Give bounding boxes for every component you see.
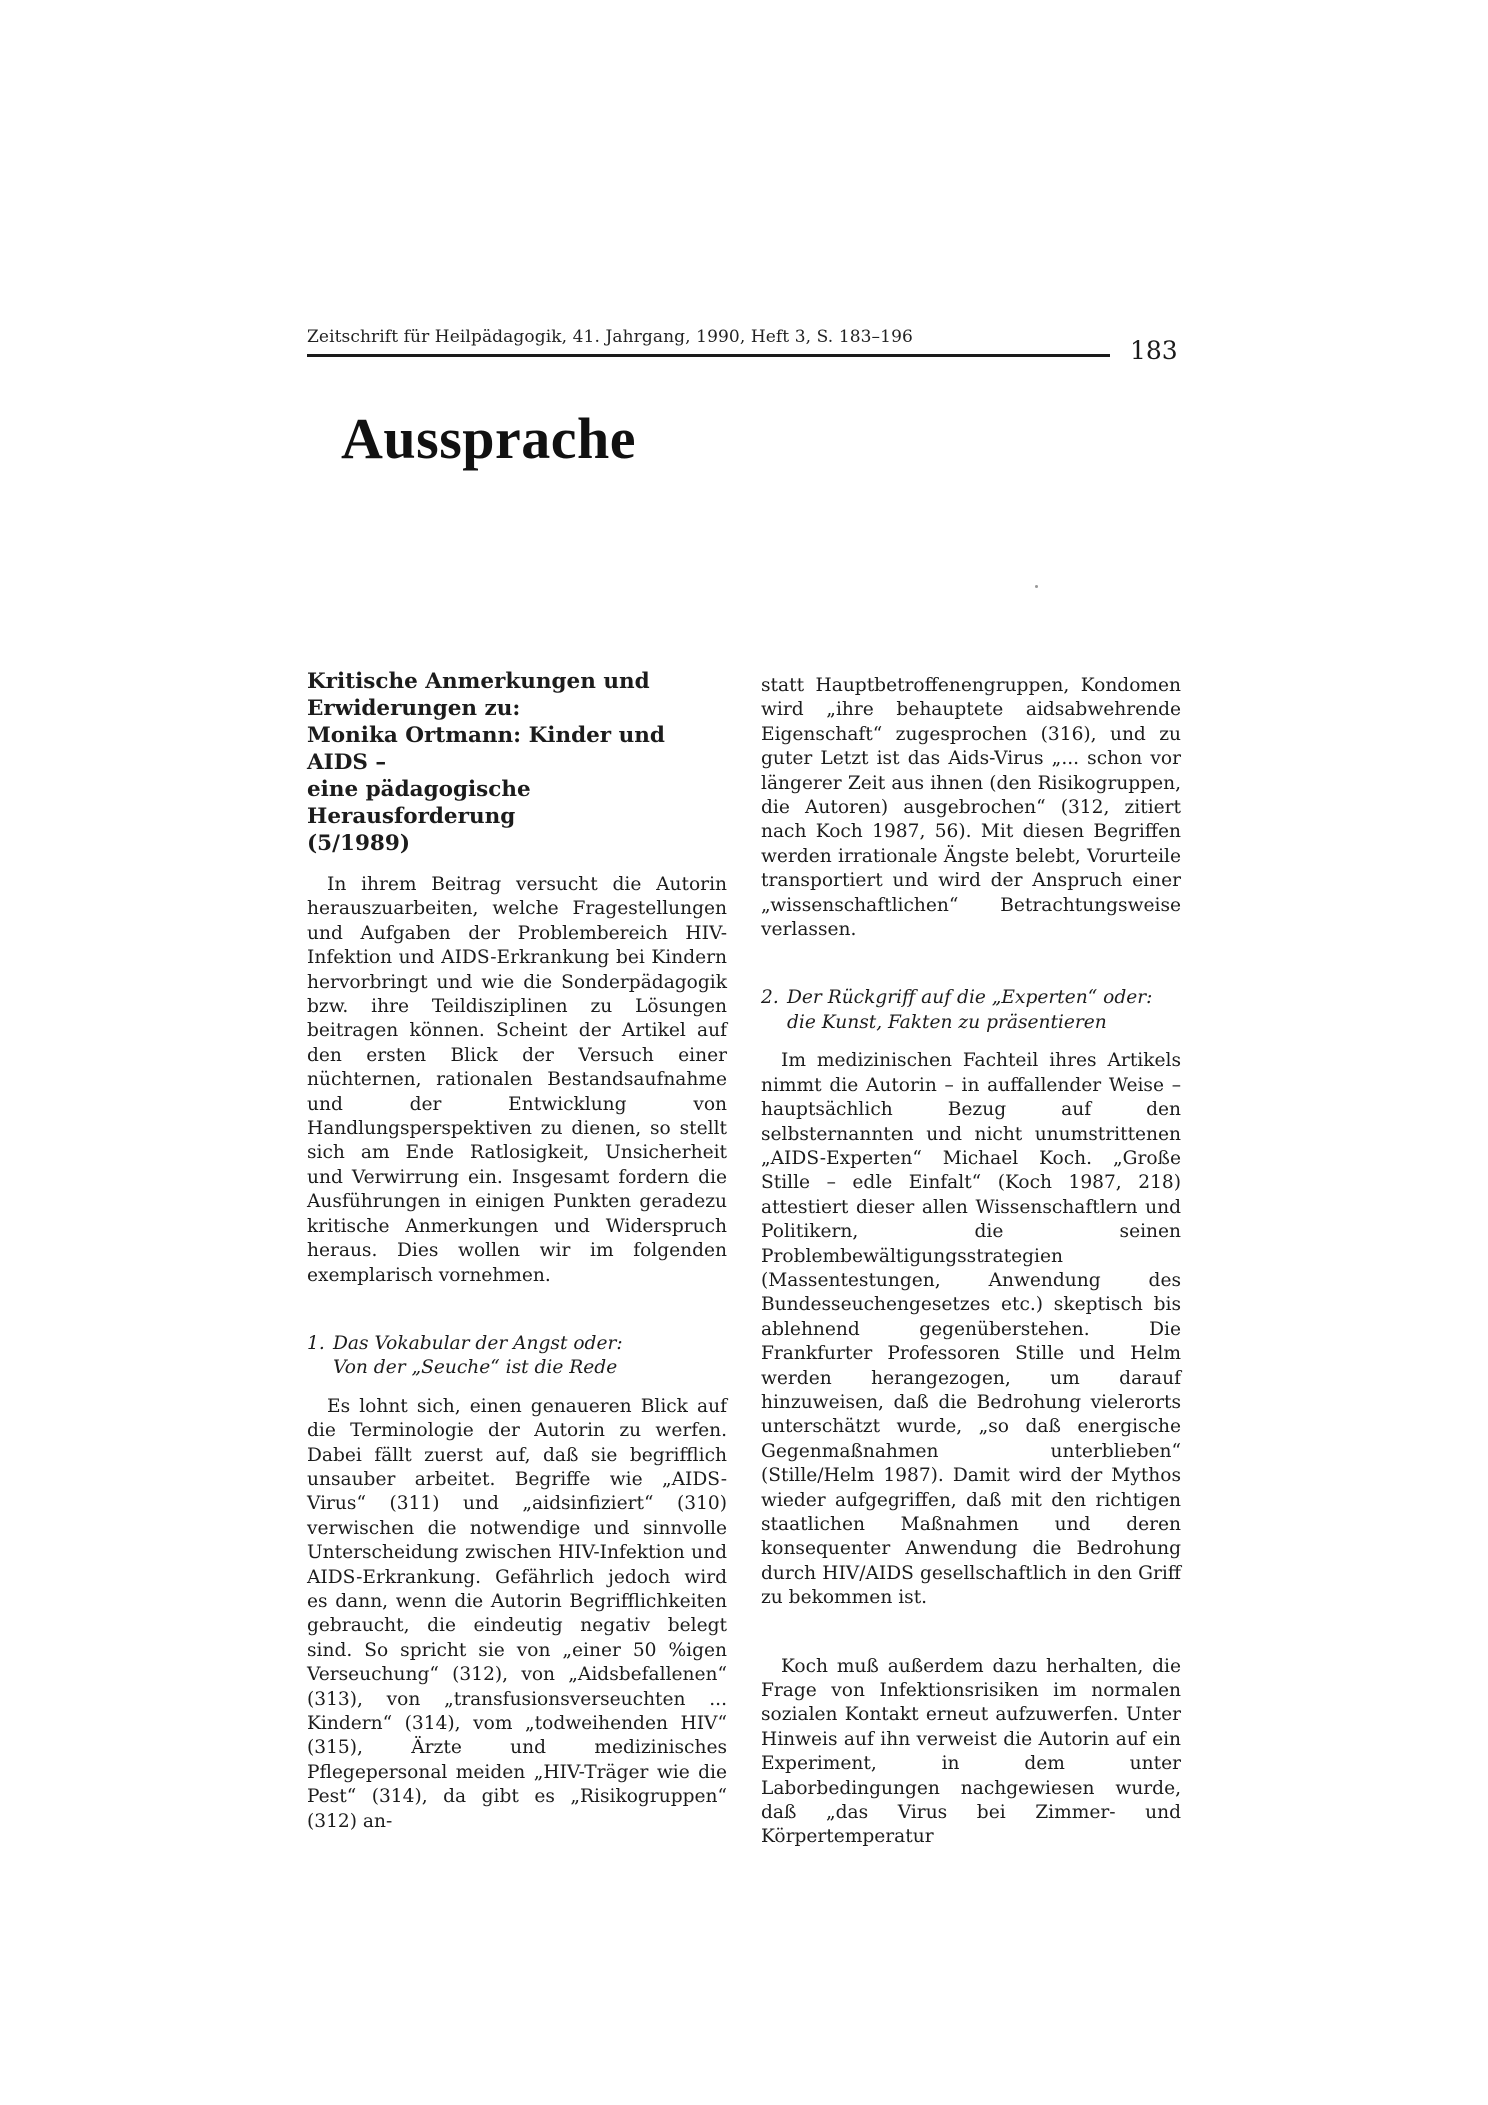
- article-title-line: Kritische Anmerkungen und: [307, 669, 650, 694]
- body-paragraph: Es lohnt sich, einen genaueren Blick auf die Terminologie der Autorin zu werfen. Dabei fällt zuerst auf, daß sie begrifflich unsauber arbeitet. Begriffe wie „AIDS-Virus“ (311) und „aidsinfiziert“ (310) verwischen die notwendige und sinnvolle Unterscheidung zwischen HIV-Infektion und AIDS-Erkrankung. Gefährlich jedoch wird es dann, wenn die Autorin Begrifflichkeiten gebraucht, die eindeutig negativ belegt sind. So spricht sie von „einer 50 %igen Verseuchung“ (312), von „Aidsbefallenen“ (313), von „transfusionsverseuchten ... Kindern“ (314), vom „todweihenden HIV“ (315), Ärzte und medizinisches Pflegepersonal meiden „HIV-Träger wie die Pest“ (314), da gibt es „Risikogruppen“ (312) an-: [307, 1395, 727, 1832]
- subheading-line: Das Vokabular der Angst oder:: [333, 1332, 623, 1354]
- journal-header: Zeitschrift für Heilpädagogik, 41. Jahrgang, 1990, Heft 3, S. 183–196: [307, 327, 913, 347]
- page-number: 183: [1130, 336, 1178, 365]
- left-column: [307, 668, 727, 1834]
- subheading-line: die Kunst, Fakten zu präsentieren: [787, 1011, 1107, 1033]
- intro-paragraph: In ihrem Beitrag versucht die Autorin herauszuarbeiten, welche Fragestellungen und Aufgaben der Problembereich HIV-Infektion und AIDS-Erkrankung bei Kindern hervorbringt und wie die Sonderpädagogik bzw. ihre Teildisziplinen zu Lösungen beitragen können. Scheint der Artikel auf den ersten Blick der Versuch einer nüchternen, rationalen Bestandsaufnahme und der Entwicklung von Handlungsperspektiven zu dienen, so stellt sich am Ende Ratlosigkeit, Unsicherheit und Verwirrung ein. Insgesamt fordern die Ausführungen in einigen Punkten geradezu kritische Anmerkungen und Widerspruch heraus. Dies wollen wir im folgenden exemplarisch vornehmen.: [307, 874, 727, 1286]
- article-title-line: Erwiderungen zu:: [307, 696, 521, 721]
- subheading-1: [307, 1332, 727, 1381]
- body-paragraph: Im medizinischen Fachteil ihres Artikels nimmt die Autorin – in auffallender Weise – hauptsächlich Bezug auf den selbsternannten und nicht unumstrittenen „AIDS-Experten“ Michael Koch. „Große Stille – edle Einfalt“ (Koch 1987, 218) attestiert dieser allen Wissenschaftlern und Politikern, die seinen Problembewältigungsstrategien (Massentestungen, Anwendung des Bundesseuchengesetzes etc.) skeptisch bis ablehnend gegenüberstehen. Die Frankfurter Professoren Stille und Helm werden herangezogen, um darauf hinzuweisen, daß die Bedrohung vielerorts unterschätzt wurde, „so daß energische Gegenmaßnahmen unterblieben“ (Stille/Helm 1987). Damit wird der Mythos wieder aufgegriffen, daß mit den richtigen staatlichen Maßnahmen und deren konsequenter Anwendung die Bedrohung durch HIV/AIDS gesellschaftlich in den Griff zu bekommen ist.: [761, 1050, 1181, 1609]
- article-title-line: Monika Ortmann: Kinder und AIDS –: [307, 723, 665, 775]
- header-rule: [307, 354, 1110, 357]
- article-title-line: eine pädagogische Herausforderung: [307, 777, 531, 829]
- section-title: Aussprache: [341, 406, 637, 471]
- subheading-2: [761, 986, 1181, 1035]
- subheading-line: Der Rückgriff auf die „Experten“ oder:: [787, 987, 1153, 1009]
- article-title-line: (5/1989): [307, 831, 410, 856]
- right-column: [761, 674, 1181, 1850]
- article-title: [307, 668, 727, 857]
- scan-speck: [1035, 585, 1038, 588]
- subheading-line: Von der „Seuche“ ist die Rede: [333, 1357, 618, 1379]
- body-paragraph: Koch muß außerdem dazu herhalten, die Frage von Infektionsrisiken im normalen sozialen Kontakt erneut aufzuwerfen. Unter Hinweis auf ihn verweist die Autorin auf ein Experiment, in dem unter Laborbedingungen nachgewiesen wurde, daß „das Virus bei Zimmer- und Körpertemperatur: [761, 1655, 1181, 1848]
- body-paragraph-continued: statt Hauptbetroffenengruppen, Kondomen wird „ihre behauptete aidsabwehrende Eigenschaft“ zugesprochen (316), und zu guter Letzt ist das Aids-Virus „... schon vor längerer Zeit aus ihnen (den Risikogruppen, die Autoren) ausgebrochen“ (312, zitiert nach Koch 1987, 56). Mit diesen Begriffen werden irrationale Ängste belebt, Vorurteile transportiert und wird der Anspruch einer „wissenschaftlichen“ Betrachtungsweise verlassen.: [761, 675, 1181, 941]
- subheading-number: 1.: [307, 1332, 325, 1354]
- subheading-number: 2.: [761, 987, 779, 1009]
